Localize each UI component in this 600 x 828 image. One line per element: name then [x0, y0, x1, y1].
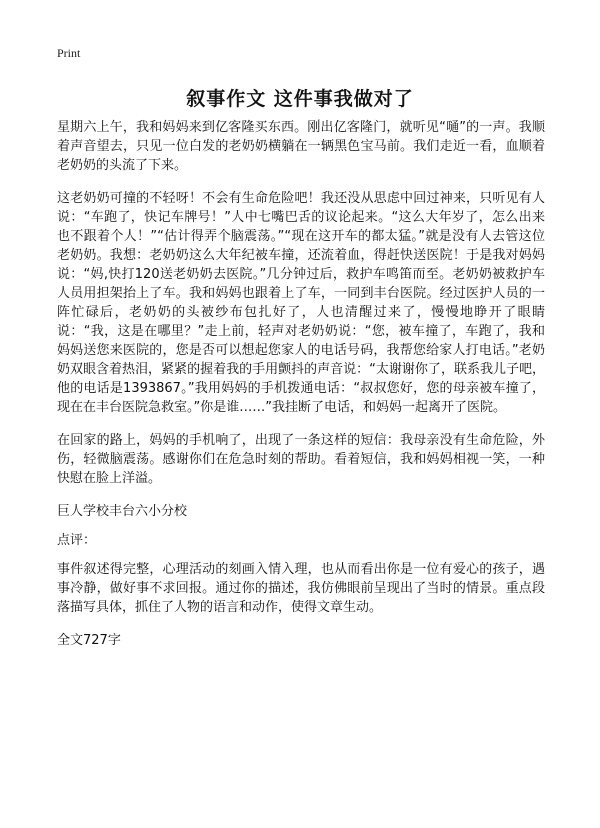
paragraph: 在回家的路上，妈妈的手机响了，出现了一条这样的短信：我母亲没有生命危险，外伤，轻微脑震荡。感谢你们在危急时刻的帮助。看着短信，我和妈妈相视一笑，一种快慰在脸上洋溢。 [57, 433, 545, 486]
school-name: 巨人学校丰台六小分校 [57, 504, 188, 519]
comment-text: 事件叙述得完整，心理活动的刻画入情入理，也从而看出你是一位有爱心的孩子，遇事冷静，做好事不求回报。通过你的描述，我仿佛眼前呈现出了当时的情景。重点段落描写具体，抓住了人物的语言和动作，使得文章生动。 [57, 562, 545, 615]
page-title: 叙事作文 这件事我做对了 [186, 88, 414, 110]
word-count: 全文727字 [57, 633, 121, 648]
paragraph: 星期六上午，我和妈妈来到亿客隆买东西。刚出亿客隆门，就听见“嗵”的一声。我顺着声音望去，只见一位白发的老奶奶横躺在一辆黑色宝马前。我们走近一看，血顺着老奶奶的头流了下来。 [57, 120, 545, 173]
paragraph: 这老奶奶可撞的不轻呀！不会有生命危险吧！我还没从思虑中回过神来，只听见有人说：“车跑了，快记车牌号！”人中七嘴巴舌的议论起来。“这么大年岁了，怎么出来也不跟着个人！”“估计得弄个脑震荡。”“现在这开车的都太猛。”就是没有人去管这位老奶奶。我想：老奶奶这么大年纪被车撞，还流着血，得赶快送医院！于是我对妈妈说：“妈,快打120送老奶奶去医院。”几分钟过后，救护车鸣笛而至。老奶奶被救护车人员用担架抬上了车。我和妈妈也跟着上了车，一同到丰台医院。经过医护人员的一阵忙碌后，老奶奶的头被纱布包扎好了，人也清醒过来了，慢慢地睁开了眼睛说：“我，这是在哪里？”走上前，轻声对老奶奶说：“您，被车撞了，车跑了，我和妈妈送您来医院的，您是否可以想起您家人的电话号码，我帮您给家人打电话。”老奶奶双眼含着热泪，紧紧的握着我的手用颤抖的声音说：“太谢谢你了，联系我儿子吧，他的电话是1393867。”我用妈妈的手机拨通电话：“叔叔您好，您的母亲被车撞了，现在在丰台医院急救室。”你是谁……”我挂断了电话，和妈妈一起离开了医院。 [57, 191, 545, 415]
article-body [57, 118, 545, 664]
print-link[interactable]: Print [57, 46, 81, 60]
comment-label: 点评： [57, 533, 97, 548]
